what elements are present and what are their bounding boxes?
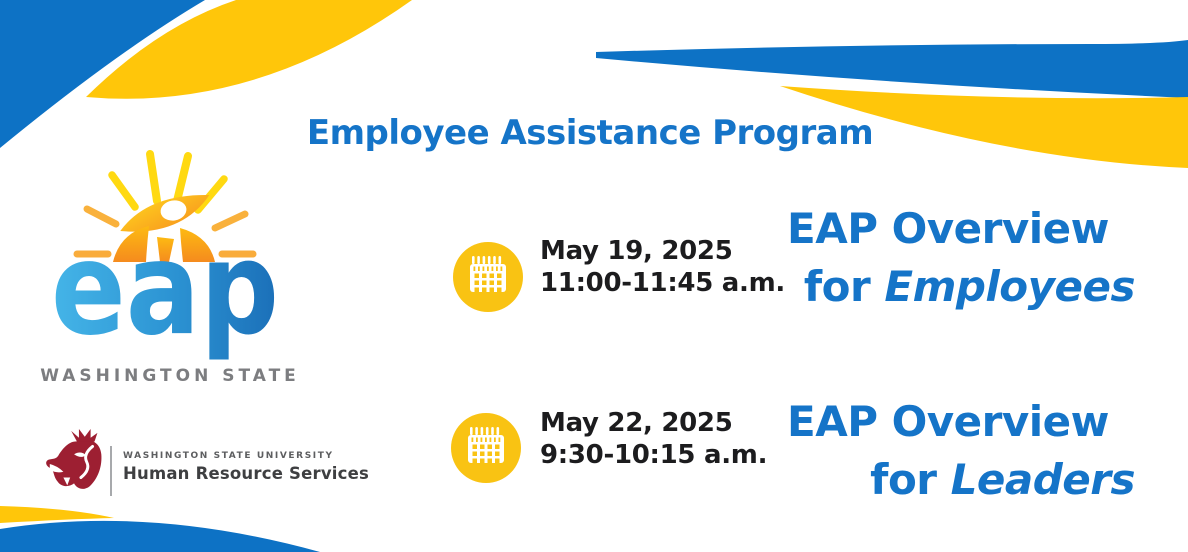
wsu-department-label: Human Resource Services	[123, 464, 370, 483]
event-2-title-line1: EAP Overview	[787, 397, 1109, 446]
wsu-institution-label: WASHINGTON STATE UNIVERSITY	[123, 451, 334, 461]
event-1-datetime	[540, 235, 800, 299]
eap-logo	[28, 146, 308, 371]
event-1-title-prefix: for	[803, 262, 885, 311]
eap-wordmark: eap	[51, 215, 279, 364]
event-1-title-line2	[779, 258, 1135, 316]
calendar-icon	[452, 241, 524, 313]
event-1-title	[779, 200, 1135, 316]
wsu-divider	[110, 446, 112, 496]
page-title: Employee Assistance Program	[306, 113, 874, 153]
event-1-title-line1: EAP Overview	[787, 204, 1109, 253]
event-1-date: May 19, 2025	[540, 236, 733, 266]
event-2-title-prefix: for	[870, 455, 951, 504]
event-1-time: 11:00-11:45 a.m.	[540, 268, 785, 298]
event-2-title-audience: Leaders	[950, 455, 1135, 504]
swoosh-bottom-left-yellow-icon	[0, 506, 114, 523]
swoosh-bottom-left-blue-icon	[0, 521, 320, 552]
calendar-icon	[450, 412, 522, 484]
wsu-cougar-icon	[42, 427, 112, 497]
event-2-date: May 22, 2025	[540, 408, 733, 438]
swoosh-top-right-blue-icon	[596, 40, 1188, 98]
wsu-lockup	[123, 451, 369, 483]
event-2-datetime	[540, 407, 800, 471]
event-2-title	[779, 393, 1135, 509]
event-2-title-line2	[779, 451, 1135, 509]
event-1-title-audience: Employees	[884, 262, 1135, 311]
event-2-time: 9:30-10:15 a.m.	[540, 440, 768, 470]
eap-logo-subtext: WASHINGTON STATE	[40, 366, 300, 386]
